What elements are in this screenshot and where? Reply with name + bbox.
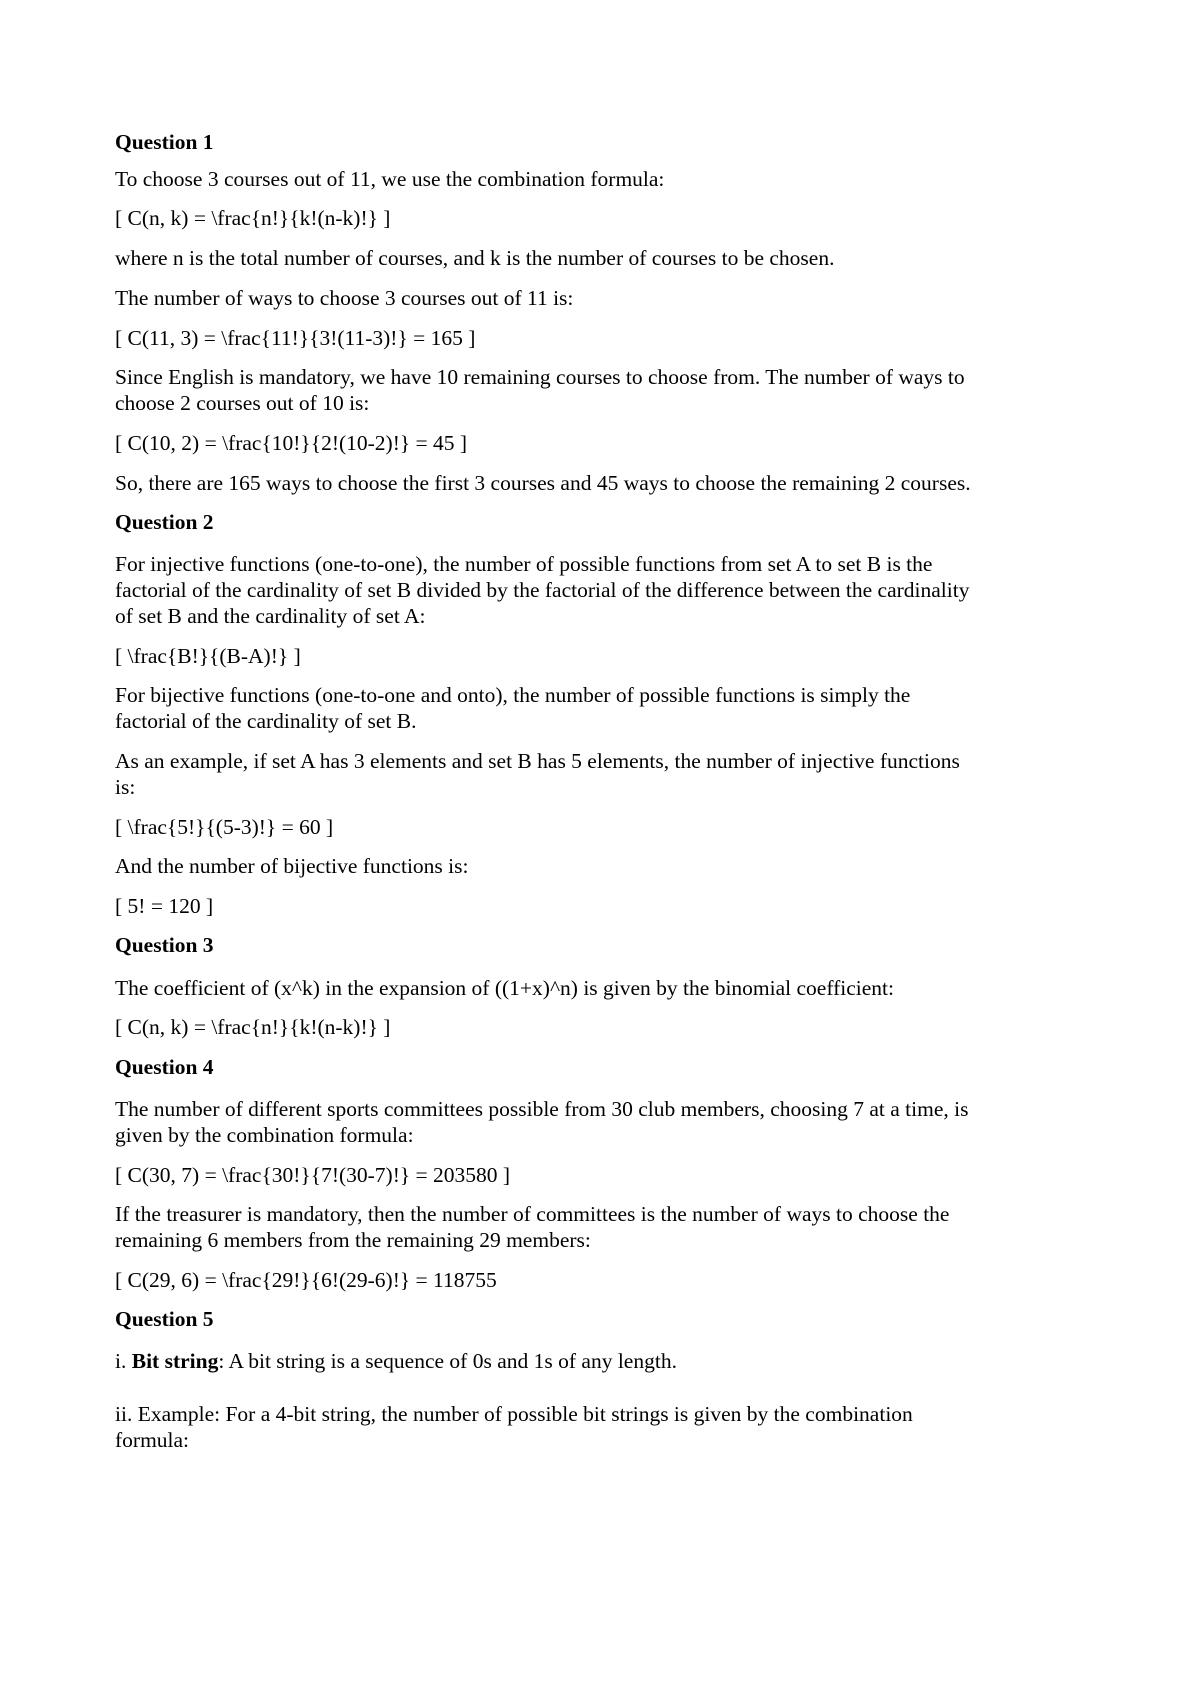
question-4-heading: Question 4: [115, 1055, 214, 1079]
q2-example-line-1: As an example, if set A has 3 elements and set B has 5 elements, the number of injective functions: [115, 749, 960, 773]
q2-injective-line-1: For injective functions (one-to-one), the number of possible functions from set A to set B is the: [115, 552, 933, 576]
q1-where-text: where n is the total number of courses, and k is the number of courses to be chosen.: [115, 246, 835, 270]
q4-treasurer-formula: [ C(29, 6) = \frac{29!}{6!(29-6)!} = 118755: [115, 1268, 497, 1292]
q1-combination-formula: [ C(n, k) = \frac{n!}{k!(n-k)!} ]: [115, 206, 391, 230]
q5-item-1-term: Bit string: [131, 1349, 219, 1373]
q1-intro-text: To choose 3 courses out of 11, we use the combination formula:: [115, 167, 665, 191]
q1-ways-intro: The number of ways to choose 3 courses out of 11 is:: [115, 286, 574, 310]
q4-committee-line-1: The number of different sports committees possible from 30 club members, choosing 7 at a time, is: [115, 1097, 969, 1121]
question-1-heading: Question 1: [115, 130, 214, 154]
q5-item-1: [115, 1347, 1095, 1375]
q5-item-1-prefix: i.: [115, 1349, 132, 1373]
q1-ways-formula: [ C(11, 3) = \frac{11!}{3!(11-3)!} = 165 ]: [115, 326, 476, 350]
question-5-heading: Question 5: [115, 1307, 214, 1331]
q4-treasurer-line-2: remaining 6 members from the remaining 29 members:: [115, 1228, 591, 1252]
q4-committee-formula: [ C(30, 7) = \frac{30!}{7!(30-7)!} = 203580 ]: [115, 1163, 511, 1187]
q4-treasurer-line-1: If the treasurer is mandatory, then the number of committees is the number of ways to choose the: [115, 1202, 950, 1226]
q2-bijective-count-intro: And the number of bijective functions is:: [115, 854, 469, 878]
q5-item-1-text: : A bit string is a sequence of 0s and 1s of any length.: [218, 1349, 677, 1373]
q2-bijective-count-formula: [ 5! = 120 ]: [115, 894, 214, 918]
q5-item-2-line-1: ii. Example: For a 4-bit string, the number of possible bit strings is given by the combination: [115, 1402, 913, 1426]
q2-bijective-line-2: factorial of the cardinality of set B.: [115, 709, 417, 733]
q2-example-formula: [ \frac{5!}{(5-3)!} = 60 ]: [115, 815, 334, 839]
q3-binomial-formula: [ C(n, k) = \frac{n!}{k!(n-k)!} ]: [115, 1015, 391, 1039]
q1-remaining-formula: [ C(10, 2) = \frac{10!}{2!(10-2)!} = 45 ]: [115, 431, 468, 455]
q2-injective-formula: [ \frac{B!}{(B-A)!} ]: [115, 644, 301, 668]
q2-example-line-2: is:: [115, 775, 136, 799]
q2-injective-line-3: of set B and the cardinality of set A:: [115, 604, 426, 628]
q2-injective-line-2: factorial of the cardinality of set B divided by the factorial of the difference between the cardinality: [115, 578, 970, 602]
q4-committee-line-2: given by the combination formula:: [115, 1123, 414, 1147]
q1-english-line-1: Since English is mandatory, we have 10 remaining courses to choose from. The number of ways to: [115, 365, 965, 389]
question-3-heading: Question 3: [115, 933, 214, 957]
q1-summary-text: So, there are 165 ways to choose the first 3 courses and 45 ways to choose the remaining 2 courses.: [115, 471, 971, 495]
q3-binomial-text: The coefficient of (x^k) in the expansion of ((1+x)^n) is given by the binomial coefficient:: [115, 976, 894, 1000]
question-2-heading: Question 2: [115, 510, 214, 534]
q5-item-2-line-2: formula:: [115, 1428, 190, 1452]
q2-bijective-line-1: For bijective functions (one-to-one and onto), the number of possible functions is simply the: [115, 683, 911, 707]
q1-english-line-2: choose 2 courses out of 10 is:: [115, 391, 370, 415]
